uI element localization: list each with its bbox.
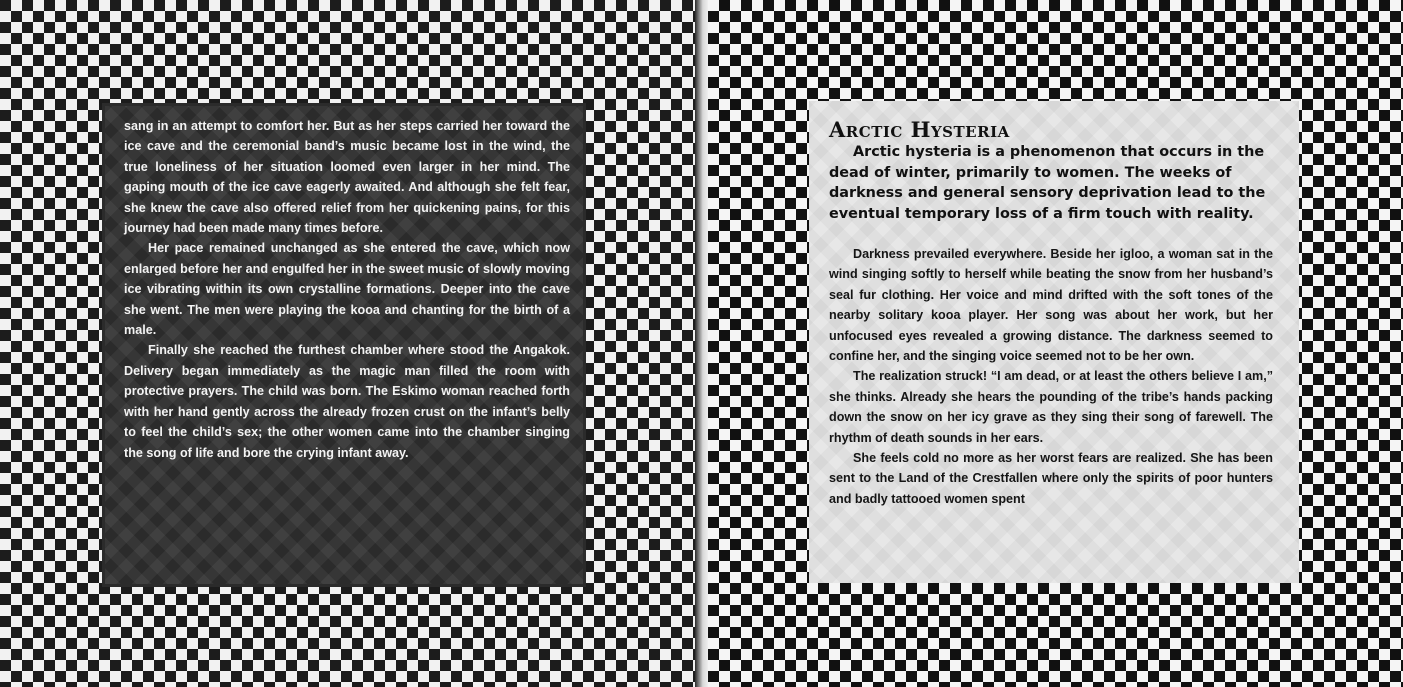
right-paragraph-2: The realization struck! “I am dead, or at least the others believe I am,” she thinks. Already she hears the pounding of the tribe’s hands packing down the snow on her icy grave as they sing their song of farewell. The rhythm of death sounds in her ears. bbox=[829, 369, 1273, 445]
section-title: Arctic Hysteria bbox=[829, 117, 1010, 142]
section-intro: Arctic hysteria is a phenomenon that occurs in the dead of winter, primarily to women. The weeks of darkness and general sensory deprivation lead to the eventual temporary loss of a firm touch with reality. bbox=[829, 144, 1266, 222]
left-body-text bbox=[124, 116, 570, 463]
book-gutter bbox=[695, 0, 708, 687]
left-paragraph-3: Finally she reached the furthest chamber where stood the Angakok. Delivery began immediately as the magic man filled the room with protective prayers. The child was born. The Eskimo woman reached forth with her hand gently across the already frozen crust on the infant’s belly to feel the child’s sex; the other women came into the chamber singing the song of life and bore the crying infant away. bbox=[124, 343, 570, 460]
right-body-text bbox=[829, 244, 1273, 509]
right-paragraph-1: Darkness prevailed everywhere. Beside her igloo, a woman sat in the wind singing softly to herself while beating the snow from her husband’s seal fur clothing. Her voice and mind drifted with the soft tones of the nearby solitary kooa player. Her song was about her work, but her unfocused eyes revealed a growing distance. The darkness seemed to confine her, and the singing voice seemed not to be her own. bbox=[829, 247, 1273, 364]
left-paragraph-2: Her pace remained unchanged as she entered the cave, which now enlarged before her and engulfed her in the sweet music of slowly moving ice vibrating within its own crystalline formations. Deeper into the cave she went. The men were playing the kooa and chanting for the birth of a male. bbox=[124, 241, 570, 338]
right-paragraph-3: She feels cold no more as her worst fears are realized. She has been sent to the Land of the Crestfallen where only the spirits of poor hunters and badly tattooed women spent bbox=[829, 451, 1273, 506]
left-paragraph-1: sang in an attempt to comfort her. But as her steps carried her toward the ice cave and the ceremonial band’s music became lost in the wind, the true loneliness of her situation loomed even larger in her mind. The gaping mouth of the ice cave eagerly awaited. And although she felt fear, she knew the cave also offered relief from her quickening pains, for this journey had been made many times before. bbox=[124, 119, 570, 236]
